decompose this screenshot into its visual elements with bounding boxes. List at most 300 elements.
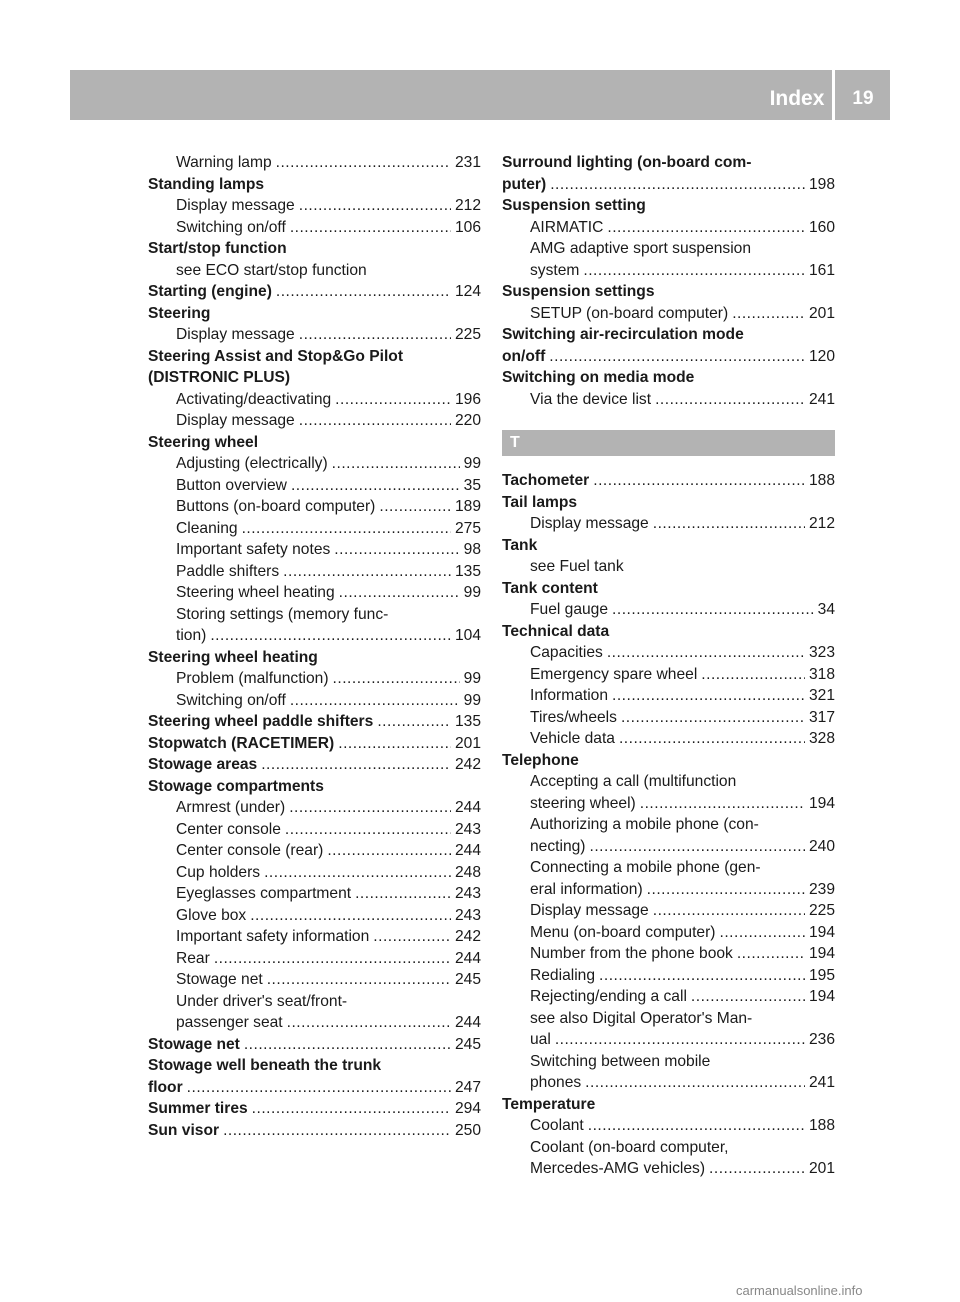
index-subentry — [502, 1158, 835, 1180]
index-subentry — [148, 496, 481, 518]
dot-leader — [332, 453, 460, 475]
page-ref: 196 — [454, 390, 481, 408]
entry-text: Tail lamps — [502, 493, 578, 511]
entry-text: Cup holders — [176, 863, 261, 881]
entry-text: Capacities — [530, 644, 603, 661]
entry-text: Fuel gauge — [530, 601, 609, 618]
index-entry — [502, 492, 835, 514]
page-ref: 104 — [454, 627, 481, 644]
entry-text: Suspension settings — [502, 283, 655, 300]
page-ref: 328 — [808, 730, 835, 747]
index-subentry — [148, 883, 481, 905]
dot-leader — [607, 642, 805, 664]
entry-text: Tank content — [502, 579, 598, 597]
index-subentry — [148, 410, 481, 432]
page-ref: 241 — [808, 390, 835, 408]
dot-leader — [550, 174, 805, 196]
index-entry — [148, 754, 481, 776]
entry-text: Emergency spare wheel — [530, 665, 698, 683]
dot-leader — [647, 879, 805, 901]
index-subentry — [148, 668, 481, 690]
dot-leader — [583, 260, 805, 282]
dot-leader — [612, 685, 805, 707]
entry-text: Under driver's seat/front- — [176, 992, 348, 1010]
entry-text: Problem (malfunction) — [176, 670, 329, 687]
entry-text: see Fuel tank — [530, 558, 624, 575]
entry-text: Cleaning — [176, 519, 238, 537]
entry-text: Tires/wheels — [530, 708, 617, 726]
index-subentry — [502, 943, 835, 965]
page-ref: 124 — [454, 283, 481, 300]
dot-leader — [287, 1012, 451, 1034]
entry-text: Sun visor — [148, 1121, 220, 1139]
entry-text: Stopwatch (RACETIMER) — [148, 734, 335, 752]
entry-text: Display message — [530, 515, 649, 532]
index-subentry — [148, 969, 481, 991]
entry-text: Standing lamps — [148, 175, 265, 193]
page-ref: 247 — [454, 1078, 481, 1096]
page-ref: 243 — [454, 820, 481, 838]
entry-text: on/off — [502, 347, 546, 365]
index-entry — [502, 535, 835, 557]
index-subentry — [502, 986, 835, 1008]
index-entry — [502, 324, 835, 346]
entry-text: Mercedes-AMG vehicles) — [530, 1160, 706, 1177]
dot-leader — [214, 948, 451, 970]
entry-text: Switching on/off — [176, 218, 286, 236]
entry-text: tion) — [176, 627, 207, 644]
index-column-left — [148, 152, 481, 1141]
index-entry — [148, 647, 481, 669]
entry-text: Technical data — [502, 622, 610, 640]
index-subentry — [148, 1012, 481, 1034]
entry-text: puter) — [502, 175, 547, 193]
index-subentry — [148, 539, 481, 561]
dot-leader — [589, 836, 804, 858]
index-entry — [502, 367, 835, 389]
entry-text: Buttons (on-board computer) — [176, 498, 376, 515]
entry-text: floor — [148, 1078, 183, 1096]
dot-leader — [653, 900, 805, 922]
page-ref: 225 — [454, 326, 481, 343]
entry-text: phones — [530, 1074, 582, 1091]
page-ref: 242 — [454, 756, 481, 773]
index-subentry — [502, 857, 835, 879]
page-ref: 194 — [808, 794, 835, 812]
dot-leader — [640, 793, 805, 815]
index-subentry — [148, 260, 481, 282]
index-subentry — [502, 685, 835, 707]
dot-leader — [276, 281, 451, 303]
entry-text: Surround lighting (on-board com- — [502, 154, 752, 171]
entry-text: Stowage compartments — [148, 777, 324, 795]
entry-text: Steering wheel — [148, 433, 259, 451]
entry-text: Stowage net — [176, 971, 263, 988]
entry-text: eral information) — [530, 880, 643, 898]
dot-leader — [737, 943, 805, 965]
entry-text: Accepting a call (multifunction — [530, 773, 737, 790]
entry-text: Stowage areas — [148, 756, 258, 773]
entry-text: AMG adaptive sport suspension — [530, 240, 752, 257]
index-entry — [148, 733, 481, 755]
page-ref: 160 — [808, 218, 835, 236]
dot-leader — [549, 346, 805, 368]
entry-text: Display message — [176, 326, 295, 343]
index-subentry — [502, 1051, 835, 1073]
page-ref: 318 — [808, 665, 835, 683]
entry-text: Stowage well beneath the trunk — [148, 1057, 382, 1074]
index-subentry — [148, 561, 481, 583]
index-entry — [502, 195, 835, 217]
entry-text: see also Digital Operator's Man- — [530, 1009, 753, 1027]
dot-leader — [335, 389, 451, 411]
dot-leader — [719, 922, 804, 944]
dot-leader — [223, 1120, 451, 1142]
page-ref: 244 — [454, 949, 481, 967]
page-number: 19 — [852, 88, 874, 109]
index-entry — [502, 750, 835, 772]
page-ref: 106 — [454, 218, 481, 236]
index-subentry — [148, 625, 481, 647]
entry-text: Rejecting/ending a call — [530, 988, 687, 1005]
dot-leader — [244, 1034, 451, 1056]
index-subentry — [502, 389, 835, 411]
entry-text: Adjusting (electrically) — [176, 455, 328, 472]
dot-leader — [701, 664, 805, 686]
entry-text: passenger seat — [176, 1014, 283, 1031]
dot-leader — [709, 1158, 805, 1180]
index-entry — [148, 281, 481, 303]
entry-text: Via the device list — [530, 390, 652, 408]
index-subentry — [148, 819, 481, 841]
dot-leader — [612, 599, 814, 621]
page-ref: 212 — [808, 515, 835, 532]
entry-text: Paddle shifters — [176, 562, 280, 580]
entry-text: Center console — [176, 820, 281, 838]
dot-leader — [299, 410, 451, 432]
index-entry — [148, 238, 481, 260]
entry-text: steering wheel) — [530, 794, 636, 812]
page-ref: 189 — [454, 498, 481, 515]
entry-text: necting) — [530, 837, 586, 855]
dot-leader — [187, 1077, 451, 1099]
index-subentry — [148, 905, 481, 927]
page-ref: 275 — [454, 519, 481, 537]
entry-text: Summer tires — [148, 1100, 248, 1117]
index-subentry — [502, 303, 835, 325]
page-ref: 194 — [808, 923, 835, 941]
dot-leader — [338, 733, 451, 755]
entry-text: Starting (engine) — [148, 283, 272, 300]
index-subentry — [502, 556, 835, 578]
index-subentry — [502, 771, 835, 793]
index-subentry — [148, 862, 481, 884]
entry-text: Steering wheel paddle shifters — [148, 713, 374, 730]
page-ref: 194 — [808, 945, 835, 962]
index-subentry — [148, 582, 481, 604]
dot-leader — [250, 905, 451, 927]
index-subentry — [148, 389, 481, 411]
index-entry — [148, 346, 481, 368]
entry-text: Coolant (on-board computer, — [530, 1138, 729, 1156]
dot-leader — [691, 986, 805, 1008]
entry-text: Switching air-recirculation mode — [502, 326, 744, 343]
dot-leader — [327, 840, 451, 862]
index-subentry — [502, 664, 835, 686]
entry-text: Redialing — [530, 966, 596, 984]
page-ref: 245 — [454, 1035, 481, 1053]
entry-text: Switching on media mode — [502, 369, 695, 386]
page-ref: 201 — [808, 1160, 835, 1177]
entry-text: Coolant — [530, 1117, 584, 1134]
entry-text: Stowage net — [148, 1035, 240, 1053]
entry-text: Steering — [148, 304, 211, 322]
entry-text: Steering wheel heating — [176, 584, 335, 601]
dot-leader — [283, 561, 451, 583]
entry-text: Warning lamp — [176, 154, 272, 171]
page-ref: 99 — [463, 584, 481, 601]
index-entry — [148, 1077, 481, 1099]
index-entry — [148, 303, 481, 325]
entry-text: Rear — [176, 949, 210, 967]
entry-text: see ECO start/stop function — [176, 261, 367, 279]
entry-text: Display message — [530, 902, 649, 919]
dot-leader — [377, 711, 451, 733]
page-ref: 225 — [808, 902, 835, 919]
dot-leader — [261, 754, 451, 776]
index-subentry — [502, 707, 835, 729]
entry-text: Switching on/off — [176, 691, 286, 709]
entry-text: Display message — [176, 412, 295, 429]
page-ref: 99 — [463, 670, 481, 687]
page-ref: 99 — [463, 455, 481, 472]
index-subentry — [148, 797, 481, 819]
entry-text: Storing settings (memory func- — [176, 605, 389, 623]
entry-text: Menu (on-board computer) — [530, 923, 716, 941]
index-entry — [502, 174, 835, 196]
dot-leader — [299, 324, 451, 346]
entry-text: Tachometer — [502, 472, 590, 489]
entry-text: Armrest (under) — [176, 799, 286, 816]
index-subentry — [502, 513, 835, 535]
index-subentry — [502, 238, 835, 260]
index-subentry — [502, 1029, 835, 1051]
dot-leader — [599, 965, 805, 987]
index-column-right — [502, 152, 835, 1180]
dot-leader — [252, 1098, 451, 1120]
page-ref: 236 — [808, 1031, 835, 1048]
page-title: Index — [769, 87, 825, 110]
entry-text: Eyeglasses compartment — [176, 885, 352, 902]
entry-text: Telephone — [502, 751, 579, 769]
entry-text: Glove box — [176, 906, 247, 924]
index-subentry — [148, 152, 481, 174]
dot-leader — [334, 539, 459, 561]
page-ref: 245 — [454, 971, 481, 988]
index-subentry — [502, 1008, 835, 1030]
page-ref: 250 — [454, 1121, 481, 1139]
page-ref: 242 — [454, 928, 481, 945]
index-subentry — [502, 793, 835, 815]
entry-text: ual — [530, 1031, 551, 1048]
dot-leader — [291, 475, 460, 497]
index-entry — [502, 152, 835, 174]
index-entry — [502, 470, 835, 492]
index-entry — [148, 1034, 481, 1056]
index-entry — [148, 367, 481, 389]
page-ref: 212 — [454, 197, 481, 214]
page-ref: 135 — [454, 713, 481, 730]
page-ref: 239 — [808, 880, 835, 898]
index-entry — [502, 578, 835, 600]
page-ref: 231 — [454, 154, 481, 171]
index-subentry — [502, 260, 835, 282]
entry-text: Important safety information — [176, 928, 370, 945]
header-divider — [832, 70, 835, 120]
page-ref: 243 — [454, 885, 481, 902]
entry-text: AIRMATIC — [530, 218, 604, 236]
entry-text: Suspension setting — [502, 197, 646, 214]
entry-text: Temperature — [502, 1095, 596, 1113]
index-entry — [502, 1094, 835, 1116]
page-ref: 135 — [454, 562, 481, 580]
page-ref: 195 — [808, 966, 835, 984]
index-subentry — [148, 324, 481, 346]
index-subentry — [502, 599, 835, 621]
entry-text: Information — [530, 687, 609, 704]
index-subentry — [502, 1115, 835, 1137]
entry-text: Vehicle data — [530, 730, 615, 747]
page-ref: 35 — [463, 476, 481, 494]
index-entry — [502, 621, 835, 643]
dot-leader — [242, 518, 451, 540]
dot-leader — [593, 470, 805, 492]
page-ref: 241 — [808, 1074, 835, 1091]
page-ref: 321 — [808, 687, 835, 704]
index-subentry — [502, 642, 835, 664]
index-subentry — [148, 475, 481, 497]
index-subentry — [148, 195, 481, 217]
index-entry — [502, 346, 835, 368]
entry-text: Steering wheel heating — [148, 648, 318, 666]
watermark: carmanualsonline.info — [736, 1283, 863, 1298]
index-group-t — [502, 470, 835, 1180]
index-subentry — [148, 453, 481, 475]
index-subentry — [502, 836, 835, 858]
index-entry — [502, 281, 835, 303]
entry-text: Number from the phone book — [530, 945, 733, 962]
dot-leader — [373, 926, 451, 948]
index-entry — [148, 711, 481, 733]
dot-leader — [585, 1072, 805, 1094]
entry-text: Steering Assist and Stop&Go Pilot — [148, 347, 404, 365]
dot-leader — [355, 883, 451, 905]
entry-text: (DISTRONIC PLUS) — [148, 369, 291, 386]
page-ref: 201 — [454, 734, 481, 752]
index-subentry — [502, 217, 835, 239]
entry-text: Switching between mobile — [530, 1052, 711, 1070]
dot-leader — [285, 819, 451, 841]
index-subentry — [502, 922, 835, 944]
dot-leader — [653, 513, 805, 535]
entry-text: Tank — [502, 536, 538, 554]
dot-leader — [379, 496, 451, 518]
index-entry — [148, 1055, 481, 1077]
page-ref: 201 — [808, 304, 835, 322]
entry-text: Authorizing a mobile phone (con- — [530, 816, 759, 833]
index-entry — [148, 174, 481, 196]
page-ref: 120 — [808, 347, 835, 365]
dot-leader — [290, 217, 451, 239]
dot-leader — [621, 707, 805, 729]
dot-leader — [607, 217, 805, 239]
page-ref: 161 — [808, 261, 835, 279]
index-subentry — [148, 926, 481, 948]
entry-text: Display message — [176, 197, 295, 214]
entry-text: Important safety notes — [176, 541, 331, 558]
dot-leader — [732, 303, 805, 325]
index-subentry — [148, 690, 481, 712]
index-subentry — [502, 814, 835, 836]
index-entry — [148, 1098, 481, 1120]
page-ref: 99 — [463, 691, 481, 709]
index-subentry — [502, 1137, 835, 1159]
index-entry — [148, 1120, 481, 1142]
index-subentry — [502, 965, 835, 987]
page-ref: 194 — [808, 988, 835, 1005]
page-ref: 323 — [808, 644, 835, 661]
entry-text: Button overview — [176, 476, 287, 494]
index-subentry — [148, 604, 481, 626]
index-entry — [148, 776, 481, 798]
index-entry — [148, 432, 481, 454]
dot-leader — [264, 862, 451, 884]
index-subentry — [148, 840, 481, 862]
page-ref: 188 — [808, 1117, 835, 1134]
dot-leader — [619, 728, 805, 750]
dot-leader — [290, 690, 460, 712]
index-subentry — [502, 1072, 835, 1094]
entry-text: system — [530, 261, 580, 279]
dot-leader — [333, 668, 460, 690]
dot-leader — [276, 152, 451, 174]
entry-text: Center console (rear) — [176, 842, 324, 859]
index-subentry — [502, 728, 835, 750]
page-ref: 240 — [808, 837, 835, 855]
entry-text: Connecting a mobile phone (gen- — [530, 859, 761, 876]
page-ref: 244 — [454, 1014, 481, 1031]
dot-leader — [299, 195, 451, 217]
entry-text: Start/stop function — [148, 240, 287, 257]
index-subentry — [148, 991, 481, 1013]
page-ref: 188 — [808, 472, 835, 489]
dot-leader — [655, 389, 805, 411]
page-ref: 198 — [808, 175, 835, 193]
page-ref: 34 — [817, 601, 835, 618]
dot-leader — [339, 582, 460, 604]
page-ref: 98 — [463, 541, 481, 558]
index-subentry — [502, 900, 835, 922]
page-ref: 243 — [454, 906, 481, 924]
page-ref: 244 — [454, 842, 481, 859]
dot-leader — [267, 969, 451, 991]
dot-leader — [289, 797, 451, 819]
entry-text: Activating/deactivating — [176, 390, 332, 408]
dot-leader — [588, 1115, 805, 1137]
entry-text: SETUP (on-board computer) — [530, 304, 729, 322]
dot-leader — [555, 1029, 805, 1051]
index-subentry — [148, 217, 481, 239]
